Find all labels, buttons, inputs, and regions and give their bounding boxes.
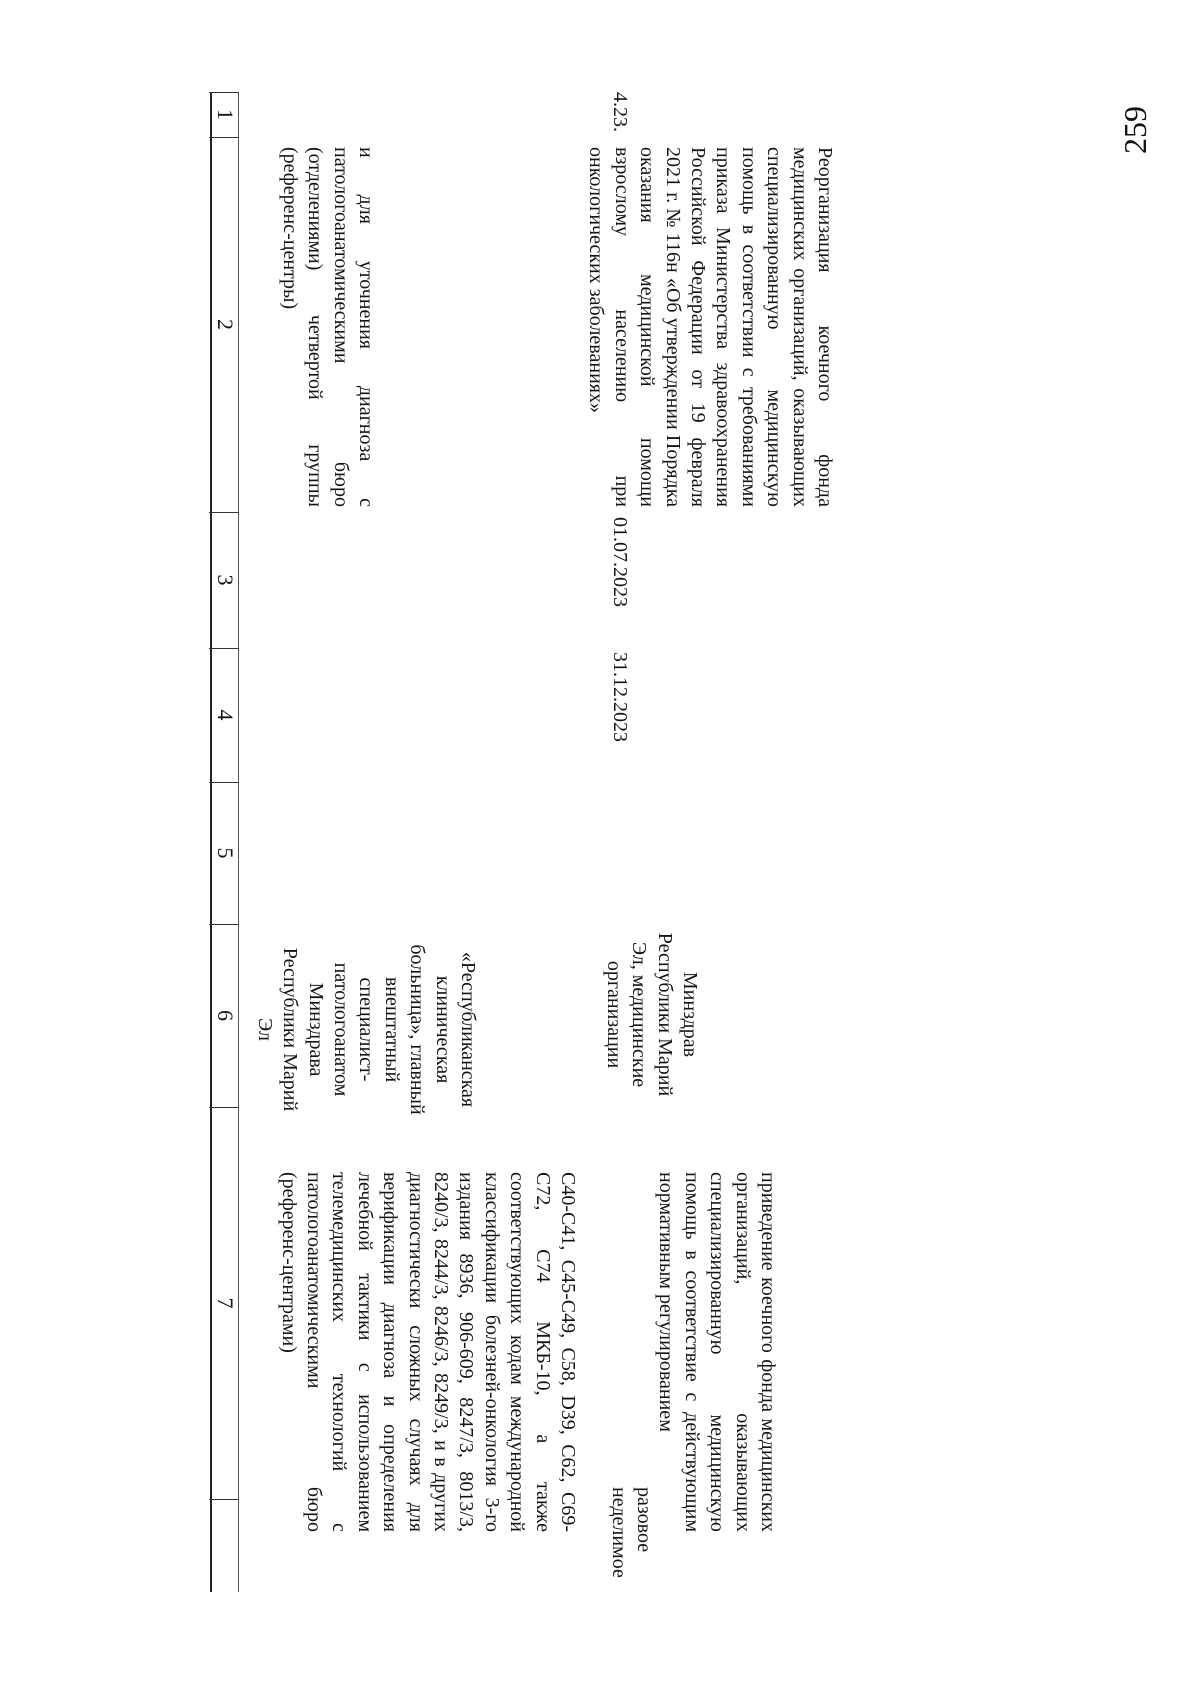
column-number-7: 7 [213, 1297, 238, 1309]
row-2-number: 4.23. [609, 92, 631, 132]
column-number-6: 6 [213, 1010, 238, 1021]
row-2-start-date: 01.07.2023 [609, 517, 631, 607]
row-1-result: C40-C41, C45-C49, C58, D39, C62, C69-C72, C74 МКБ-10, а также соответствующих кодам международной классификации болезней-онкология 3-го издания 8936, 906-609, 8247/3, 8013/3, 8240/3, 8244/3, 8246/3, 8249/3, и в других диагностически сложных случаях для верификации диагноза и определения лечебной тактики с использованием телемедицинских технологий с патологоанатомическими бюро (референс-центрами) [277, 1172, 579, 1532]
row-2-type: разовое неделимое [607, 1487, 655, 1578]
column-number-5: 5 [213, 847, 238, 859]
column-number-4: 4 [213, 709, 238, 721]
column-number-3: 3 [213, 574, 238, 586]
row-1-description: и для уточнения диагноза с патологоанатомическими бюро (отделениями) четвертой группы (референс-центры) [278, 147, 377, 507]
row-2-executor: Минздрав Республики Марий Эл, медицинские организации [602, 932, 701, 1097]
column-divider [209, 1499, 239, 1500]
column-number-1: 1 [213, 109, 238, 120]
row-2-result: приведение коечного фонда медицинских организаций, оказывающих специализированную медицинскую помощь в соответствие с действующим нормативным регулированием [655, 1172, 779, 1532]
page-number: 259 [1117, 106, 1153, 154]
column-number-2: 2 [213, 319, 238, 330]
rotated-table-sheet [192, 92, 1020, 1592]
row-1-executor: «Республиканская клиническая больница», главный внештатный специалист-патологоанатом Минздрава Республики Марий Эл [253, 944, 479, 1115]
row-2-description: Реорганизация коечного фонда медицинских организаций, оказывающих специализированную медицинскую помощь в соответствии с требованиями приказа Министерства здравоохранения Российской Федерации от 19 февраля 2021 г. № 116н «Об утверждении Порядка оказания медицинской помощи взрослому населению при онкологических заболеваниях» [585, 147, 836, 507]
row-2-end-date: 31.12.2023 [609, 652, 631, 742]
header-bottom-rule [210, 92, 212, 1592]
